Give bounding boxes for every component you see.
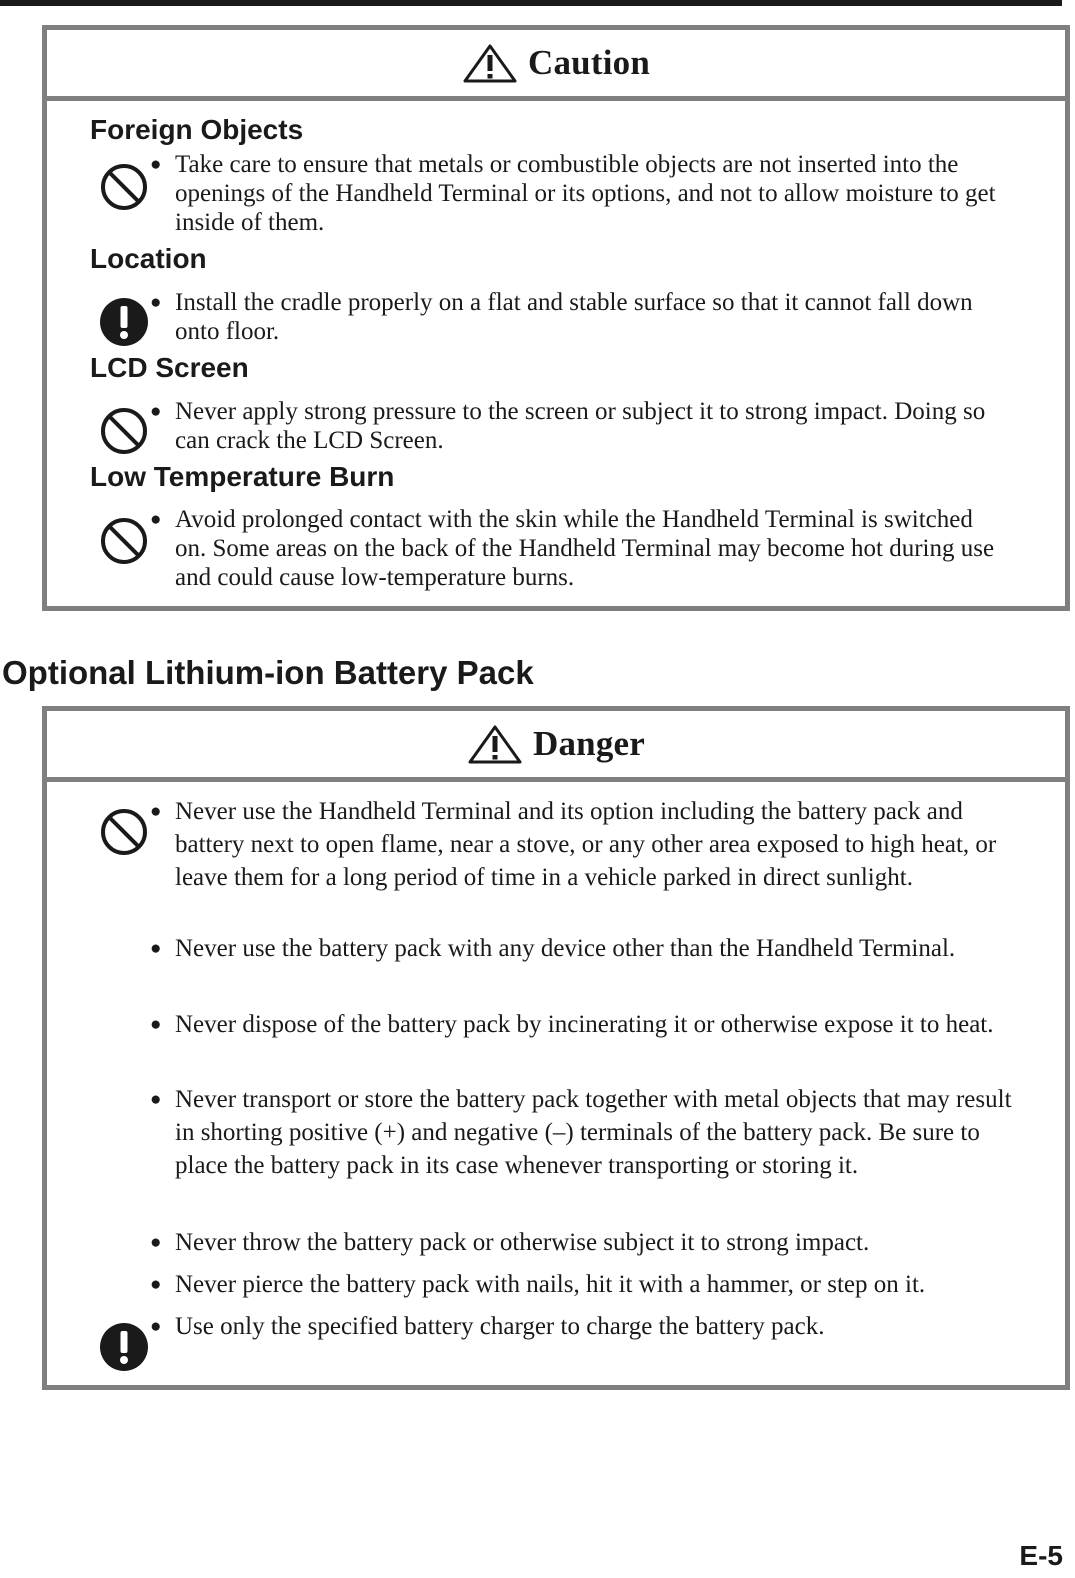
- bullet-text: Never transport or store the battery pack together with metal objects that may result in shorting positive (+) and negative (–) terminals of the battery pack. Be sure to place the battery pack in its case whenever transporting or storing it.: [175, 1086, 1012, 1179]
- mandatory-icon: [99, 297, 149, 352]
- mandatory-icon: [99, 1322, 149, 1377]
- caution-header: [47, 30, 1065, 101]
- bullet-text: Take care to ensure that metals or combustible objects are not inserted into the openings of the Handheld Terminal or its options, and not to allow moisture to get inside of them.: [175, 151, 996, 236]
- list-item: [150, 397, 1010, 455]
- bullet-dot: ●: [150, 1274, 162, 1295]
- list-item: [150, 795, 1015, 894]
- danger-header: [47, 711, 1065, 782]
- list-item: [150, 1008, 1015, 1041]
- heading-foreign-objects: Foreign Objects: [90, 114, 304, 145]
- bullet-dot: ●: [150, 292, 162, 313]
- warning-triangle-icon: [467, 724, 523, 764]
- prohibited-icon: [99, 517, 149, 570]
- bullet-dot: ●: [150, 801, 162, 822]
- list-item: [150, 1226, 1015, 1259]
- top-rule: [0, 0, 1062, 6]
- bullet-dot: ●: [150, 1089, 162, 1110]
- list-item: [150, 1310, 1015, 1343]
- bullet-text: Never use the Handheld Terminal and its option including the battery pack and battery next to open flame, near a stove, or any other area exposed to high heat, or leave them for a long period of time in a vehicle parked in direct sunlight.: [175, 798, 997, 891]
- list-item: [150, 1268, 1015, 1301]
- bullet-dot: ●: [150, 1316, 162, 1337]
- heading-location: Location: [90, 243, 207, 274]
- caution-title: Caution: [528, 43, 650, 82]
- list-item: [150, 1083, 1015, 1182]
- heading-lcd-screen: LCD Screen: [90, 352, 249, 383]
- bullet-text: Never throw the battery pack or otherwise subject it to strong impact.: [175, 1229, 870, 1256]
- bullet-text: Never use the battery pack with any device other than the Handheld Terminal.: [175, 935, 956, 962]
- bullet-text: Never pierce the battery pack with nails, hit it with a hammer, or step on it.: [175, 1271, 926, 1298]
- list-item: [150, 288, 1010, 346]
- bullet-dot: ●: [150, 401, 162, 422]
- prohibited-icon: [99, 808, 149, 861]
- bullet-text: Never dispose of the battery pack by incinerating it or otherwise expose it to heat.: [175, 1011, 994, 1038]
- prohibited-icon: [99, 407, 149, 460]
- section-title-battery: Optional Lithium-ion Battery Pack: [2, 654, 534, 691]
- bullet-text: Install the cradle properly on a flat and stable surface so that it cannot fall down onto floor.: [175, 289, 973, 345]
- bullet-text: Use only the specified battery charger to charge the battery pack.: [175, 1313, 825, 1340]
- prohibited-icon: [99, 163, 149, 216]
- bullet-dot: ●: [150, 1232, 162, 1253]
- bullet-dot: ●: [150, 154, 162, 175]
- list-item: [150, 932, 1015, 965]
- bullet-dot: ●: [150, 938, 162, 959]
- danger-title: Danger: [532, 724, 645, 763]
- warning-triangle-icon: [462, 43, 518, 83]
- list-item: [150, 150, 1010, 237]
- bullet-dot: ●: [150, 1014, 162, 1035]
- page-number: E-5: [1019, 1540, 1063, 1571]
- bullet-dot: ●: [150, 509, 162, 530]
- bullet-text: Avoid prolonged contact with the skin while the Handheld Terminal is switched on. Some areas on the back of the Handheld Terminal may become hot during use and could cause low-temperature burns.: [175, 506, 995, 591]
- list-item: [150, 505, 1010, 592]
- bullet-text: Never apply strong pressure to the screen or subject it to strong impact. Doing so can crack the LCD Screen.: [175, 398, 986, 454]
- heading-low-temperature-burn: Low Temperature Burn: [90, 461, 395, 492]
